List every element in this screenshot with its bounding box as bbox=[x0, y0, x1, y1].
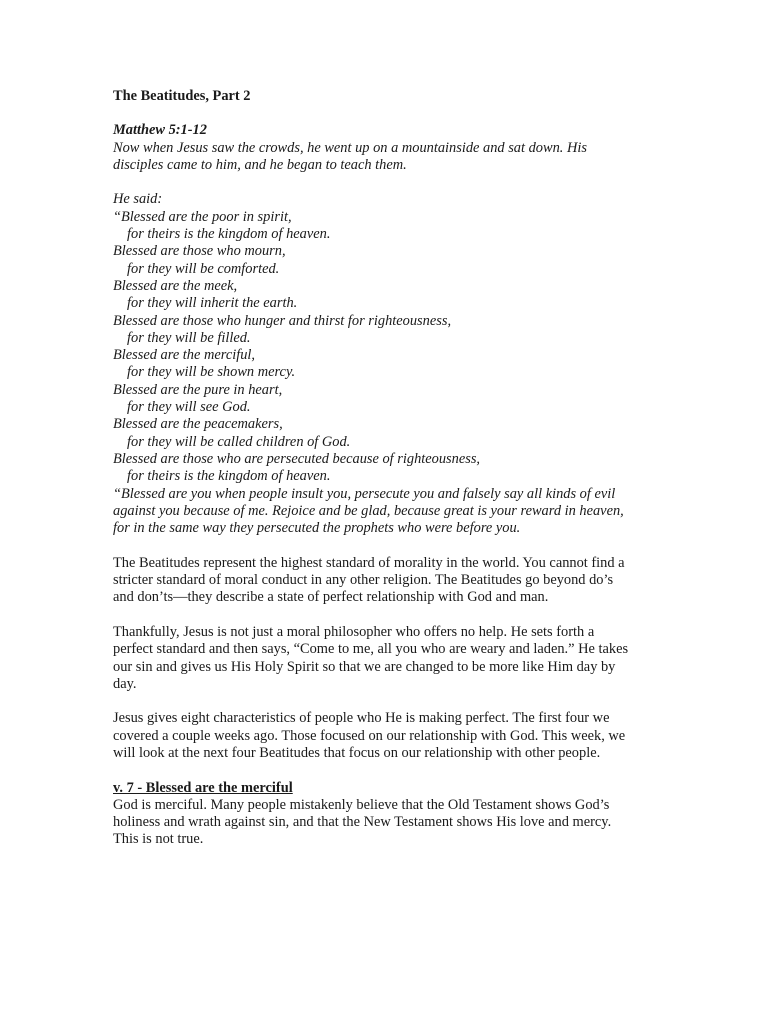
scripture-intro-line: disciples came to him, and he began to teach them. bbox=[113, 156, 407, 173]
paragraph-eight-characteristics bbox=[113, 710, 658, 762]
paragraph-line: stricter standard of moral conduct in any other religion. The Beatitudes go beyond do’s bbox=[113, 572, 614, 589]
scripture-closing-line: against you because of me. Rejoice and be glad, because great is your reward in heaven, bbox=[113, 502, 624, 519]
beatitude-line: Blessed are those who hunger and thirst for righteousness, bbox=[113, 312, 452, 329]
scripture-reference: Matthew 5:1-12 bbox=[113, 122, 207, 139]
section-body-line: holiness and wrath against sin, and that the New Testament shows His love and mercy. bbox=[113, 814, 612, 831]
paragraph-line: our sin and gives us His Holy Spirit so that we are changed to be more like Him day by bbox=[113, 658, 616, 675]
beatitude-line: “Blessed are the poor in spirit, bbox=[113, 208, 292, 225]
paragraph-line: Thankfully, Jesus is not just a moral philosopher who offers no help. He sets forth a bbox=[113, 623, 595, 640]
beatitude-line: for they will be shown mercy. bbox=[127, 364, 296, 381]
scripture-block bbox=[113, 122, 658, 537]
paragraph-line: and don’ts—they describe a state of perfect relationship with God and man. bbox=[113, 589, 549, 606]
he-said-line: He said: bbox=[113, 191, 163, 208]
scripture-closing-line: “Blessed are you when people insult you, persecute you and falsely say all kinds of evil bbox=[113, 485, 616, 502]
paragraph-line: The Beatitudes represent the highest standard of morality in the world. You cannot find a bbox=[113, 554, 625, 571]
section-body-line: God is merciful. Many people mistakenly believe that the Old Testament shows God’s bbox=[113, 796, 610, 813]
beatitude-line: Blessed are those who mourn, bbox=[113, 243, 286, 260]
document-title: The Beatitudes, Part 2 bbox=[113, 88, 251, 104]
beatitude-line: for they will be comforted. bbox=[127, 260, 280, 277]
beatitude-line: Blessed are the pure in heart, bbox=[113, 381, 283, 398]
beatitude-line: Blessed are the meek, bbox=[113, 277, 238, 294]
beatitude-line: for theirs is the kingdom of heaven. bbox=[127, 468, 331, 485]
paragraph-line: Jesus gives eight characteristics of people who He is making perfect. The first four we bbox=[113, 710, 610, 727]
scripture-closing-line: for in the same way they persecuted the prophets who were before you. bbox=[113, 520, 521, 537]
paragraph-line: covered a couple weeks ago. Those focused on our relationship with God. This week, we bbox=[113, 727, 626, 744]
paragraph-line: day. bbox=[113, 675, 137, 692]
beatitude-line: for theirs is the kingdom of heaven. bbox=[127, 226, 331, 243]
paragraph-standard-of-morality bbox=[113, 555, 658, 607]
beatitude-line: for they will be filled. bbox=[127, 329, 251, 346]
scripture-intro-line: Now when Jesus saw the crowds, he went up on a mountainside and sat down. His bbox=[113, 139, 587, 156]
beatitude-line: Blessed are the merciful, bbox=[113, 347, 256, 364]
beatitude-line: for they will inherit the earth. bbox=[127, 295, 298, 312]
section-merciful bbox=[113, 780, 658, 849]
document-page bbox=[113, 88, 658, 849]
beatitude-line: Blessed are those who are persecuted because of righteousness, bbox=[113, 450, 481, 467]
paragraph-line: perfect standard and then says, “Come to me, all you who are weary and laden.” He takes bbox=[113, 641, 629, 658]
beatitude-line: Blessed are the peacemakers, bbox=[113, 416, 283, 433]
paragraph-moral-philosopher bbox=[113, 624, 658, 693]
beatitude-line: for they will be called children of God. bbox=[127, 433, 351, 450]
section-body-line: This is not true. bbox=[113, 831, 204, 848]
beatitude-line: for they will see God. bbox=[127, 399, 251, 416]
section-heading: v. 7 - Blessed are the merciful bbox=[113, 779, 293, 796]
paragraph-line: will look at the next four Beatitudes that focus on our relationship with other people. bbox=[113, 744, 601, 761]
